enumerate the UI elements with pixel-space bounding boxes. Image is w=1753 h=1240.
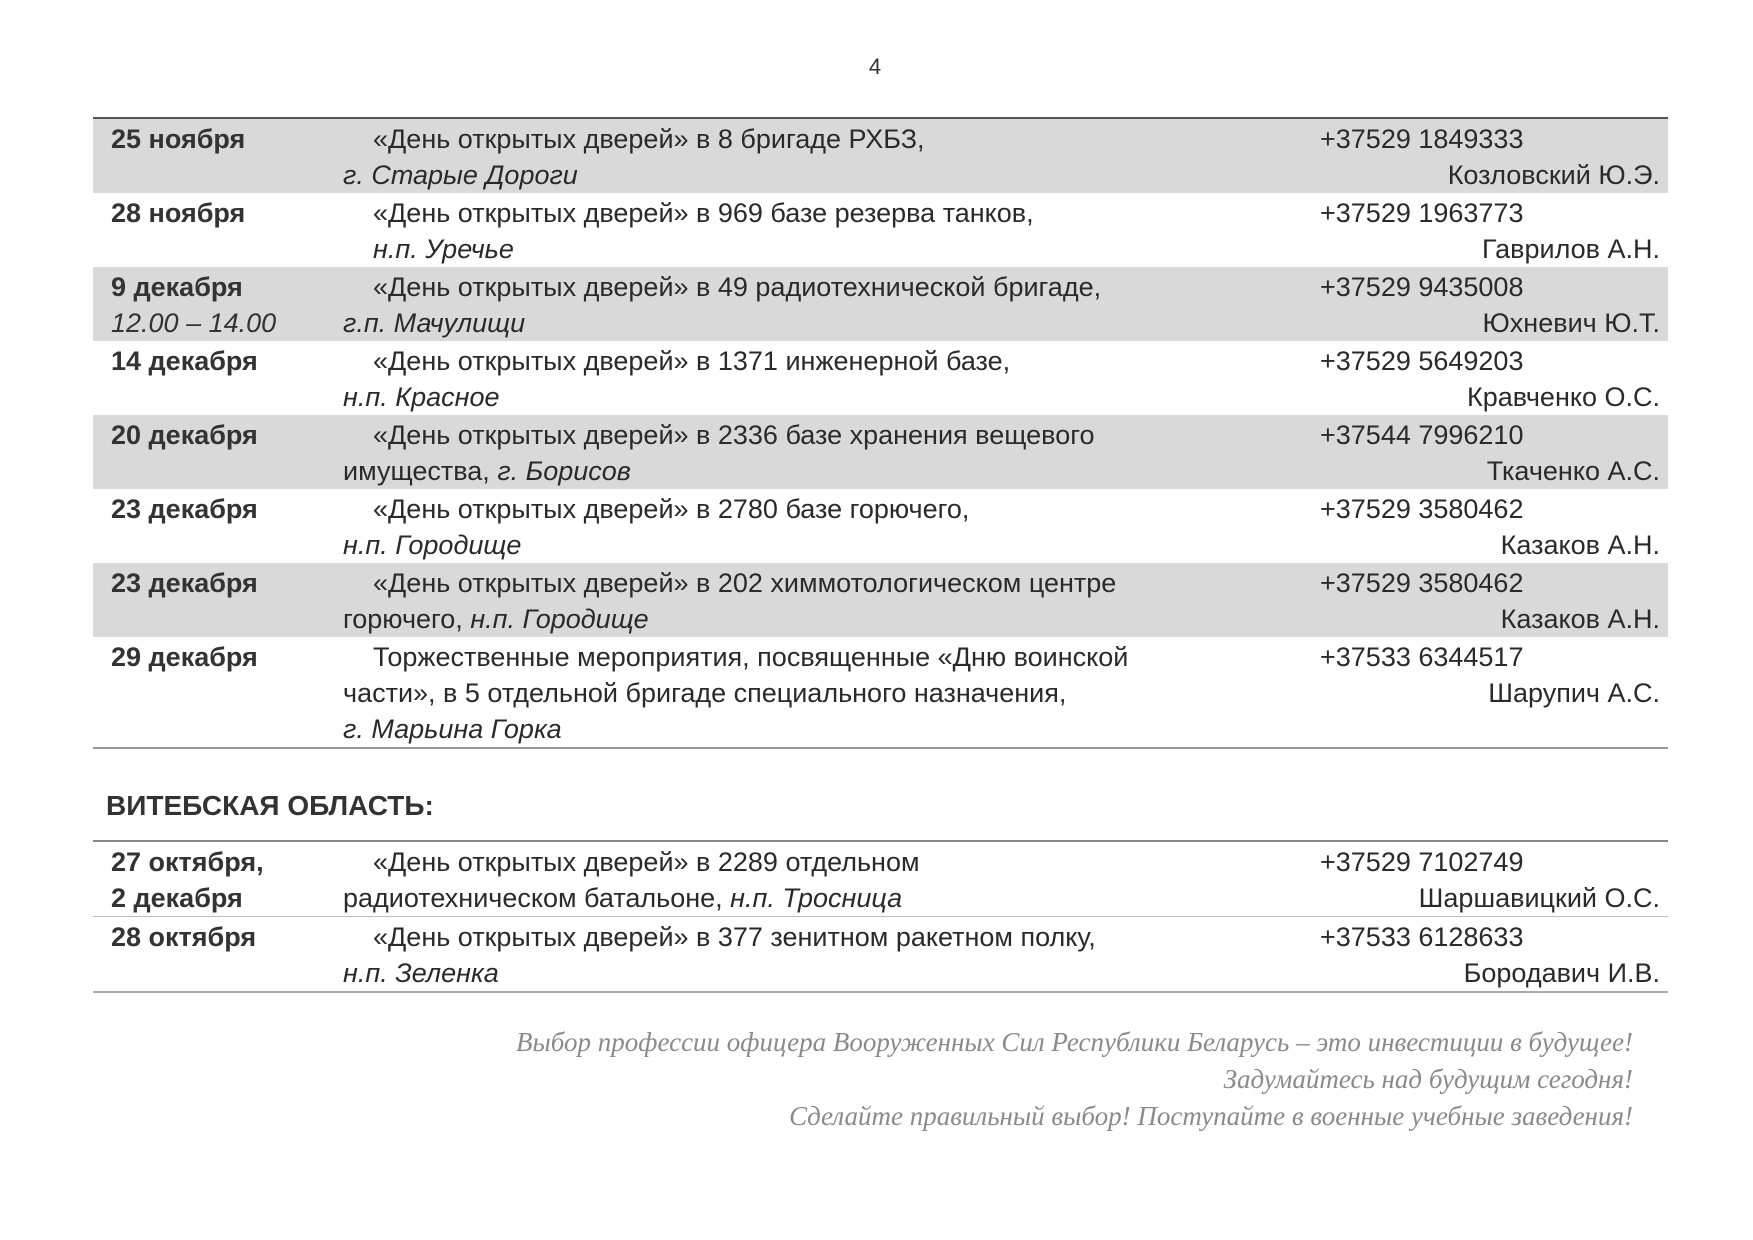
event-place: н.п. Тросница (730, 883, 903, 913)
event-place: н.п. Уречье (373, 234, 514, 264)
table-row (93, 341, 1668, 415)
contact-phone: +37529 7102749 (1320, 847, 1524, 877)
event-contact (1320, 639, 1660, 711)
table-row (93, 563, 1668, 637)
contact-phone: +37529 9435008 (1320, 272, 1524, 302)
contact-person: Козловский Ю.Э. (1447, 160, 1660, 190)
event-date: 23 декабря (111, 494, 258, 524)
table-row (93, 415, 1668, 489)
contact-person: Гаврилов А.Н. (1482, 234, 1660, 264)
table-row (93, 637, 1668, 747)
table-row (93, 267, 1668, 341)
contact-phone: +37529 3580462 (1320, 494, 1524, 524)
contact-person: Бородавич И.В. (1463, 958, 1660, 988)
event-contact (1320, 844, 1660, 916)
slogan-line: Выбор профессии офицера Вооруженных Сил Республики Беларусь – это инвестиции в будущее! (516, 1027, 1633, 1057)
event-contact (1320, 565, 1660, 637)
event-contact (1320, 195, 1660, 267)
contact-phone: +37544 7996210 (1320, 420, 1524, 450)
contact-phone: +37533 6344517 (1320, 642, 1524, 672)
event-date: 25 ноября (111, 124, 246, 154)
event-place: н.п. Красное (343, 382, 500, 412)
table-row (93, 193, 1668, 267)
event-time: 12.00 – 14.00 (111, 308, 277, 338)
contact-person: Шарупич А.С. (1488, 678, 1660, 708)
events-table-minsk-region (93, 117, 1668, 749)
event-description: «День открытых дверей» в 377 зенитном ракетном полку, н.п. Зеленка (343, 922, 1096, 988)
contact-person: Казаков А.Н. (1500, 530, 1660, 560)
event-date: 28 октября (111, 922, 257, 952)
event-description: «День открытых дверей» в 8 бригаде РХБЗ, г. Старые Дороги (343, 124, 925, 190)
event-place: н.п. Городище (343, 530, 522, 560)
event-date: 27 октября, 2 декабря (111, 844, 331, 916)
contact-person: Юхневич Ю.Т. (1482, 308, 1660, 338)
table-row (93, 917, 1668, 991)
event-description: Торжественные мероприятия, посвященные «Дню воинской части», в 5 отдельной бригаде специального назначения, г. Марьина Горка (343, 637, 1343, 747)
event-description: «День открытых дверей» в 49 радиотехнической бригаде, г.п. Мачулищи (343, 272, 1102, 338)
contact-phone: +37529 1963773 (1320, 198, 1524, 228)
event-description: «День открытых дверей» в 2780 базе горючего, н.п. Городище (343, 494, 970, 560)
event-place: г. Марьина Горка (343, 714, 562, 744)
event-place: г. Борисов (497, 456, 631, 486)
events-table-vitebsk-region (93, 840, 1668, 993)
event-description: «День открытых дверей» в 2289 отдельном радиотехническом батальоне, н.п. Тросница (343, 847, 920, 913)
event-place: г. Старые Дороги (343, 160, 578, 190)
event-contact (1320, 491, 1660, 563)
event-date: 23 декабря (111, 568, 258, 598)
event-date: 28 ноября (111, 198, 246, 228)
event-date: 20 декабря (111, 420, 258, 450)
page-number: 4 (868, 54, 882, 79)
slogan-line: Сделайте правильный выбор! Поступайте в военные учебные заведения! (789, 1101, 1633, 1131)
event-contact (1320, 417, 1660, 489)
region-heading: ВИТЕБСКАЯ ОБЛАСТЬ: (106, 790, 434, 821)
contact-phone: +37533 6128633 (1320, 922, 1524, 952)
contact-person: Ткаченко А.С. (1486, 456, 1660, 486)
contact-phone: +37529 1849333 (1320, 124, 1524, 154)
contact-person: Кравченко О.С. (1466, 382, 1660, 412)
event-place: г.п. Мачулищи (343, 308, 526, 338)
event-date: 9 декабря 12.00 – 14.00 (111, 269, 331, 341)
event-description: «День открытых дверей» в 2336 базе хранения вещевого имущества, г. Борисов (343, 420, 1095, 486)
contact-person: Казаков А.Н. (1500, 604, 1660, 634)
event-date: 29 декабря (111, 642, 258, 672)
event-contact (1320, 269, 1660, 341)
event-contact (1320, 919, 1660, 991)
event-place: н.п. Городище (470, 604, 649, 634)
table-row (93, 119, 1668, 193)
event-date: 14 декабря (111, 346, 258, 376)
contact-phone: +37529 5649203 (1320, 346, 1524, 376)
event-description: «День открытых дверей» в 1371 инженерной базе, н.п. Красное (343, 346, 1011, 412)
table-row (93, 489, 1668, 563)
event-date-second: 2 декабря (111, 883, 243, 913)
event-contact (1320, 121, 1660, 193)
event-description: «День открытых дверей» в 969 базе резерва танков, н.п. Уречье (373, 198, 1034, 264)
event-place: н.п. Зеленка (343, 958, 499, 988)
event-description: «День открытых дверей» в 202 химмотологическом центре горючего, н.п. Городище (343, 568, 1117, 634)
slogans (516, 1024, 1633, 1135)
contact-person: Шаршавицкий О.С. (1418, 883, 1660, 913)
slogan-line: Задумайтесь над будущим сегодня! (1223, 1064, 1633, 1094)
table-row (93, 842, 1668, 917)
event-contact (1320, 343, 1660, 415)
contact-phone: +37529 3580462 (1320, 568, 1524, 598)
